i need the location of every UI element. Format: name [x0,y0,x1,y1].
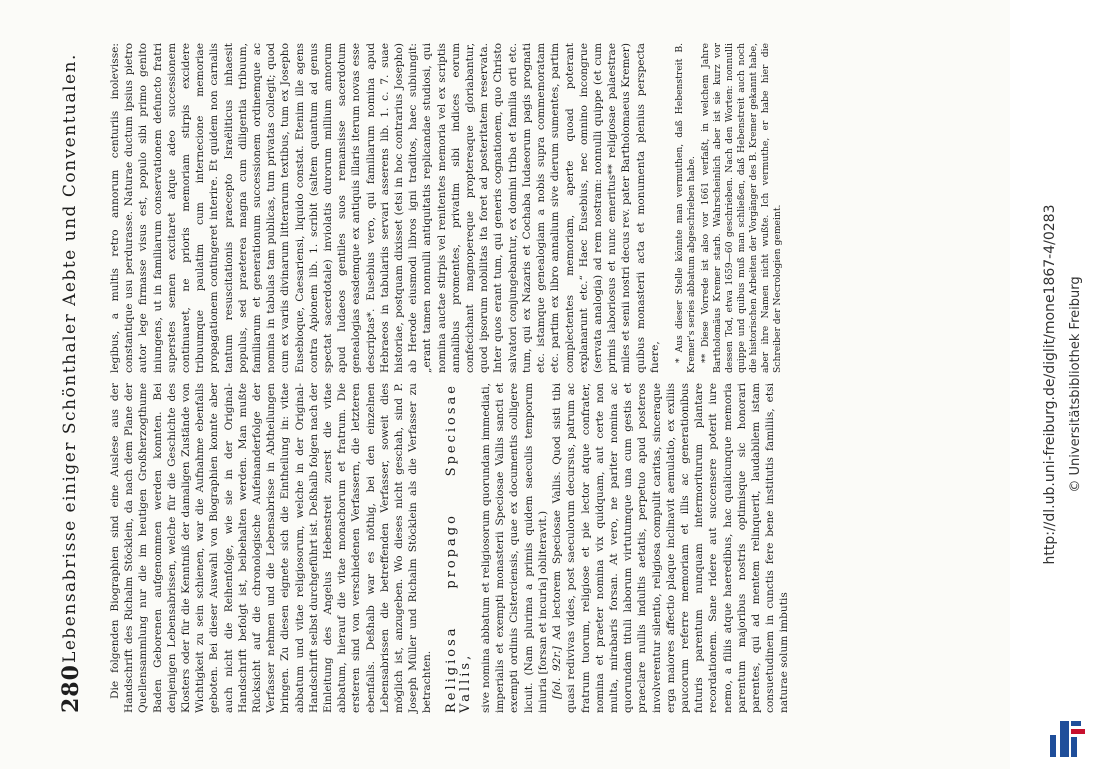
copyright-text: © Universitätsbibliothek Freiburg [1068,276,1083,493]
folio-reference: [fol. 92r.] [551,646,564,699]
intro-paragraph: Die folgenden Biographien sind eine Auslese aus der Handschrift des Richalm Stöcklein, da nach dem Plane der Quellensammlung nur die im heutigen Großherzogthume Baden Geborenen aufgenommen werden konnten. Bei denjenigen Lebensabrissen, welche für die Geschichte des Klosters oder für die Kenntniß der damaligen Zustände von Wichtigkeit zu sein schienen, war die Aufnahme ebenfalls geboten. Bei dieser Auswahl von Biographien konnte aber auch nicht die Reihenfolge, wie sie in der Original-Handschrift befolgt ist, beibehalten werden. Man mußte Rücksicht auf die chronologische Aufeinanderfolge der Verfasser nehmen und die Lebensabrisse in Abtheilungen bringen. Zu diesen eignete sich die Eintheilung in: vitae abbatum und vitae religiosorum, welche in der Original-Handschrift selbst durchgeführt ist. Deßhalb folgen nach der Einleitung des Angelus Hebenstreit zuerst die vitae abbatum, hierauf die vitae monachorum et fratrum. Die ersteren sind von verschiedenen Verfassern, die letzteren ebenfalls. Deßhalb war es nöthig, bei den einzelnen Lebensabrissen die betreffenden Verfasser, soweit dies möglich ist, anzugeben. Wo dieses nicht geschah, sind P. Joseph Müller und Richalm Stöcklein als die Verfasser zu betrachten. [109,383,434,713]
left-column [108,383,792,713]
footnote-2: ** Diese Vorrede ist also vor 1661 verfaßt, in welchem Jahre Bartholomäus Kremer starb. Wahrscheinlich aber ist sie kurz vor dessen Tod, etwa 1659—60 geschrieben. Nach den Worten: nonnulli quippe und quibus muß man schließen, daß Hebenstreit auch noch die historischen Arbeiten der Vorgänger des B. Kremer gekannt habe, aber ihre Namen nicht wußte. Ich vermuthe, er habe hier die Schreiber der Necrologien gemeint. [699,43,783,373]
library-logo-icon [1048,715,1088,759]
right-column [108,43,786,373]
section-heading: Religiosa propago Speciosae Vallis, [443,383,473,713]
body-paragraph [550,383,791,713]
body-paragraph-continued: legibus, a multis retro annorum centuriis inolevisse: constantique usu perdurasse. Naturae ductum ipsius pietro autor lege firmasse visus est, populo sibi primo genito iniungens, ut in familiarum conservationem defuncto fratri superstes semen excitaret atque adeo successionem continuaret, ne prioris memoriam stirpis excidere tribuumque paulatim cum internecione memoriae propagationem contingeret interire. Et quidem non carnalis tantum resuscitationis praecepto Israëliticus inhaesit populus, sed praeterea magna cum diligentia tribuum, familiarum et generationum successionem ordinemque ac nomina in tabulas tam publicas, tum privatas collegit; quod cum ex variis divinarum litterarum textibus, tum ex Josepho Eusebioque, Caesariensi, liquido constat. Etenim ille agens contra Apionem lib. 1. scribit (saltem quantum ad genus spectat sacerdotale) inviolatis durorum millium annorum apud Iudaeos gentiles suos remansisse sacerdotum genealogias easdemque ex antiquis illaris iterum novas esse descriptas*. Eusebius vero, qui familiarum nomina apud Hebraeos in tabulariis servari asserens lib. 1. c. 7. suae historiae, postquam dixisset (etsi in hoc contrarius Josepho) ab Herode eiusmodi libros igni traditos, haec subiungit: „erant tamen nonnulli antiquitatis replicandae studiosi, qui nomina auctae stirpis vel renitentes memoria vel ex scriptis annalibus promentes, privatim sibi indices eorum confecichant magnopereque proptereaque gloriabantur, quod ipsorum nobilitas ita foret ad posteritatem reservata. Inter quos erant tum, qui generis cognationem, quo Christo salvatori conjungebantur, ex domini triba et familia orti etc. tum, qui ex Nazaris et Cochaba Iudaeorum pagis prognati etc. istamque genealogiam a nobis supra commemoratam etc. partim ex libro annalium sive dierum sumentes, partim complectentes memoriam, aperte quoad poterant explanarunt etc.“ Haec Eusebius, nec omnino incongrue (servata analogia) ad rem nostram: nonnulli quippe (et cum primis laboriosus et nunc emeritus** religiosae palaestrae miles et senii nostri decus rev. pater Bartholomaeus Kremer) quibus monasterii acta et monumenta plenius perspecta fuere, [109,43,661,373]
logo-bar-left [1050,735,1056,757]
logo-bar-accent [1071,729,1085,734]
section-text: sive nomina abbatum et religiosorum quorundam immediati, imperialis et exempti monasterii Speciosae Vallis sancti et exempti ordinis Cisterciensis, quae ex documentis colligere licuit. (Nam plurima a primis quidem saeculis temporum iniuria [forsan et incuria] obliteravit.) [480,383,549,713]
body-text: Ad lectorem Speciosae Vallis. Quod sisti tibi quasi redivivas vides, post saeculorum decursus, patrum ac fratrum tuorum, religiose et pie lector atque confrater, nomina et praeter nomina vix quidquam, aut certe non multa, mirabaris forsan. At vero, ne pariter nomina ac quorundam tituli laborum virtutumque una cum gestis et praeclare nullis indultis aetatis, perpetuo apud posteros involverentur silentio, religiosa compulit caritas, sinceraque erga maiores affectio plaque inclinavit aemulatio, ex exiliis paucorum referre memoriam et illis ac generationibus futuris parentum nunquam intermoriturum plantare recordationem. Sane ridere aut succensere poterit iure nemo, a filiis atque haeredibus, hac qualicunque memoria parentum majoribus nostris optimisque sic honorari parentes, qui ad mentem relinquerit, laudabilem istam consuetudinem in cunctis fere bene institutis familiis, etsi naturae solum imbutis [551,382,791,713]
footnote-1: * Aus dieser Stelle könnte man vermuthen, daß Hebenstreit B. Kremer's series abbatum abgeschrieben habe. [673,43,697,373]
footnotes [674,43,784,373]
running-head [58,53,98,713]
logo-bar-right [1071,737,1077,757]
source-url[interactable] [1040,0,1060,769]
page-title: Lebensabrisse einiger Schönthaler Aebte und Conventualen. [60,53,80,663]
logo-bar-mid [1060,721,1069,757]
source-url-text[interactable]: http://dl.ub.uni-freiburg.de/diglit/mone1867-4/0283 [1042,204,1058,565]
page-number: 280 [58,664,84,713]
logo-bar-top [1071,721,1081,726]
copyright-notice [1066,0,1086,769]
